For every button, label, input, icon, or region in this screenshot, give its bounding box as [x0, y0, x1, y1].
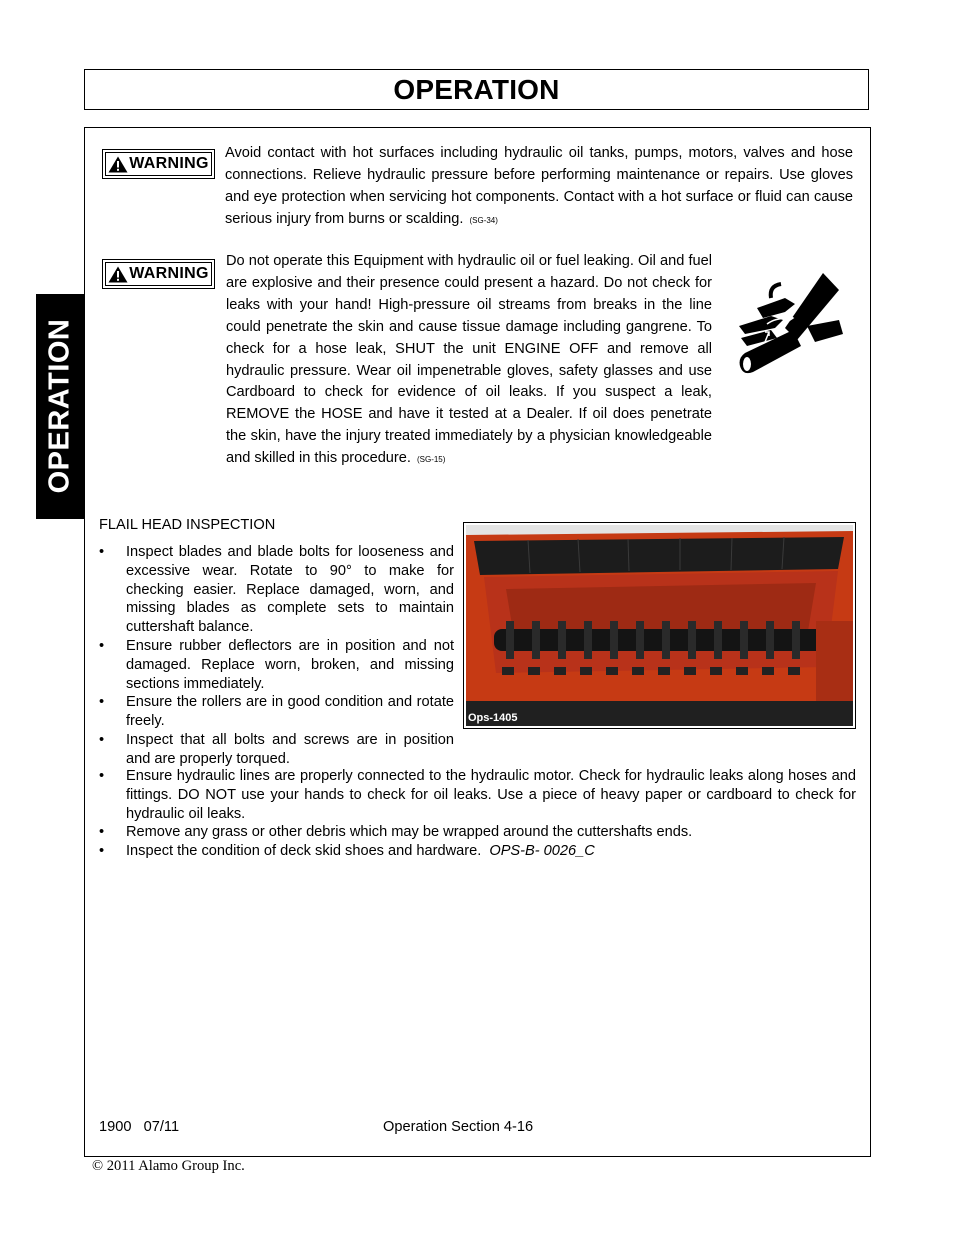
- warning-code: (SG-15): [416, 455, 446, 465]
- document-ref: OPS-B- 0026_C: [489, 843, 595, 860]
- warning-triangle-icon: [108, 156, 128, 173]
- section-side-tab: [36, 294, 84, 519]
- bullet-symbol: •: [99, 694, 105, 711]
- warning-badge-label: WARNING: [129, 265, 209, 282]
- list-item: • Inspect that all bolts and screws are in position and are properly torqued.: [99, 731, 454, 767]
- bullet-symbol: •: [99, 544, 105, 560]
- bullet-symbol: •: [99, 768, 105, 784]
- section-title: FLAIL HEAD INSPECTION: [99, 517, 276, 533]
- flail-head-image: [466, 525, 853, 726]
- warning-badge-label: WARNING: [129, 155, 209, 172]
- warning-text: Avoid contact with hot surfaces including hydraulic oil tanks, pumps, motors, valves and hose connections. Relieve hydraulic pressure before performing maintenance or repairs. Use gloves and eye protection when servicing hot components. Contact with a hot surface or fluid can cause serious injury from burns or scalding.: [225, 145, 853, 227]
- bullet-symbol: •: [99, 824, 105, 841]
- hand-injection-hazard-icon: [735, 268, 843, 378]
- list-item: • Remove any grass or other debris which may be wrapped around the cuttershafts ends.: [99, 824, 693, 841]
- warning-triangle-icon: [108, 266, 128, 283]
- warning-code: (SG-34): [469, 215, 498, 225]
- list-item: • Inspect the condition of deck skid shoes and hardware. OPS-B- 0026_C: [99, 843, 595, 860]
- footer-model-date: 1900 07/11: [99, 1119, 180, 1135]
- copyright: © 2011 Alamo Group Inc.: [92, 1158, 245, 1174]
- flail-head-photo: [463, 522, 856, 729]
- bullet-symbol: •: [99, 731, 105, 748]
- inspection-list-wide: [99, 767, 856, 861]
- warning-badge: [102, 149, 215, 179]
- warning-text: Do not operate this Equipment with hydraulic oil or fuel leaking. Oil and fuel are explosive and their presence could present a hazard. Do not check for leaks with your hand! High-pressure oil streams from breaks in the line could penetrate the skin and cause tissue damage including gangrene. To check for a hose leak, SHUT the unit ENGINE OFF and remove all hydraulic pressure. Wear oil impenetrable gloves, safety glasses and use Cardboard to check for evidence of oil leaks. If you suspect a leak, REMOVE the HOSE and have it tested at a Dealer. If oil does penetrate the skin, have the injury treated immediately by a physician knowledgeable and skilled in this procedure.: [226, 253, 712, 467]
- warning-hydraulic-leak: [226, 251, 712, 471]
- bullet-symbol: •: [99, 843, 105, 860]
- list-item: • Ensure rubber deflectors are in position and not damaged. Replace worn, broken, and missing sections immediately.: [99, 637, 454, 692]
- footer-section: Operation Section 4-16: [383, 1119, 534, 1135]
- inspection-list-narrow: [99, 543, 454, 769]
- list-item: • Ensure hydraulic lines are properly connected to the hydraulic motor. Check for hydraulic leaks along hoses and fittings. DO NOT use your hands to check for oil leaks. Use a piece of heavy paper or cardboard to check for hydraulic oil leaks.: [99, 768, 856, 822]
- side-tab-label: OPERATION: [43, 318, 76, 494]
- photo-label: Ops-1405: [468, 712, 518, 724]
- page-title: OPERATION: [393, 74, 560, 105]
- warning-hot-surfaces: [225, 143, 853, 232]
- bullet-symbol: •: [99, 637, 105, 654]
- warning-badge: [102, 259, 215, 289]
- page-header: [84, 69, 869, 110]
- list-item: • Ensure the rollers are in good condition and rotate freely.: [99, 694, 454, 730]
- list-item: • Inspect blades and blade bolts for looseness and excessive wear. Rotate to 90° to make for checking easier. Replace damaged, worn, and missing blades as complete sets to maintain cuttershaft balance.: [99, 544, 454, 636]
